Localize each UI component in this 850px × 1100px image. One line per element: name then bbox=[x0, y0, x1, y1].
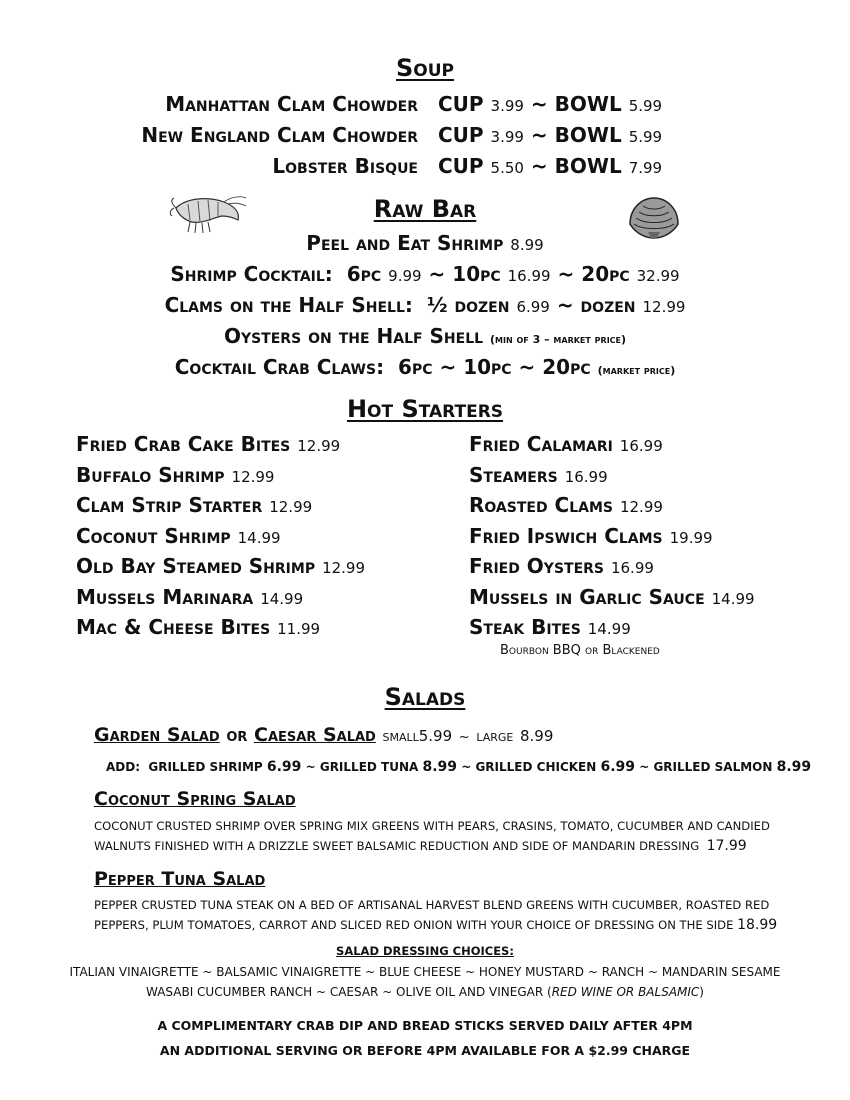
item-price: 6.99 bbox=[516, 298, 550, 316]
item-price: 5.99 bbox=[418, 727, 453, 745]
item-name: Clams on the Half Shell: bbox=[164, 293, 413, 317]
menu-item bbox=[76, 524, 281, 548]
item-price: 8.99 bbox=[510, 236, 544, 254]
cup-label: CUP bbox=[438, 154, 484, 178]
menu-item bbox=[0, 231, 850, 255]
size-label: 20pc bbox=[542, 355, 591, 379]
item-name: Mac & Cheese Bites bbox=[76, 615, 271, 639]
menu-item bbox=[0, 262, 850, 286]
size-label: LARGE bbox=[476, 731, 514, 744]
coconut-spring-salad-title: Coconut Spring Salad bbox=[94, 788, 296, 810]
item-name: Steak Bites bbox=[469, 615, 581, 639]
separator: ~ bbox=[439, 355, 457, 379]
menu-item bbox=[469, 615, 631, 639]
menu-item bbox=[0, 92, 850, 122]
menu-item bbox=[76, 554, 365, 578]
size-label: SMALL bbox=[382, 731, 419, 744]
addon-price: 8.99 bbox=[422, 759, 458, 775]
bowl-price: 5.99 bbox=[628, 128, 663, 146]
price-note: (market price) bbox=[597, 364, 676, 377]
item-name: Caesar Salad bbox=[254, 724, 376, 746]
item-price: 14.99 bbox=[587, 620, 631, 638]
footer-line-2: AN ADDITIONAL SERVING OR BEFORE 4PM AVAILABLE FOR A $2.99 CHARGE bbox=[159, 1043, 691, 1058]
item-name: Mussels Marinara bbox=[76, 585, 254, 609]
item-name: Shrimp Cocktail: bbox=[170, 262, 333, 286]
separator: ~ bbox=[556, 293, 574, 317]
item-name: Steamers bbox=[469, 463, 558, 487]
item-name: Clam Strip Starter bbox=[76, 493, 263, 517]
item-price: 16.99 bbox=[564, 468, 608, 486]
dressing-heading: SALAD DRESSING CHOICES: bbox=[336, 944, 514, 958]
separator: ~ bbox=[458, 730, 470, 745]
bowl-label: BOWL bbox=[554, 154, 622, 178]
item-price: 12.99 bbox=[322, 559, 366, 577]
menu-item bbox=[469, 493, 663, 517]
addon-price: 6.99 bbox=[600, 759, 636, 775]
size-label: 20pc bbox=[581, 262, 630, 286]
separator: ~ bbox=[428, 262, 446, 286]
item-description: PEPPER CRUSTED TUNA STEAK ON A BED OF ARTISANAL HARVEST BLEND GREENS WITH CUCUMBER, ROASTED RED PEPPERS, PLUM TOMATOES, CARROT AND SLICED RED ONION WITH YOUR CHOICE OF DRESSING ON THE SIDE bbox=[94, 898, 770, 932]
cup-price: 5.50 bbox=[490, 159, 524, 177]
soup-heading: Soup bbox=[395, 54, 454, 82]
footer-line-1: A COMPLIMENTARY CRAB DIP AND BREAD STICKS SERVED DAILY AFTER 4PM bbox=[157, 1018, 693, 1033]
item-price bbox=[438, 92, 662, 116]
item-price: 12.99 bbox=[269, 498, 313, 516]
item-description: COCONUT CRUSTED SHRIMP OVER SPRING MIX GREENS WITH PEARS, CRASINS, TOMATO, CUCUMBER AND CANDIED WALNUTS FINISHED WITH A DRIZZLE SWEET BALSAMIC REDUCTION AND SIDE OF MANDARIN DRESSING bbox=[94, 819, 770, 853]
item-price bbox=[438, 123, 662, 147]
menu-item bbox=[0, 324, 850, 348]
dressing-line-2 bbox=[0, 985, 850, 999]
addon-name: ~ GRILLED SALMON bbox=[639, 760, 773, 774]
item-price: 12.99 bbox=[231, 468, 275, 486]
menu-item bbox=[76, 493, 312, 517]
item-price: 32.99 bbox=[636, 267, 680, 285]
pepper-tuna-salad-title: Pepper Tuna Salad bbox=[94, 868, 266, 890]
size-label: dozen bbox=[580, 293, 636, 317]
item-name: Lobster Bisque bbox=[272, 154, 418, 178]
item-name: Oysters on the Half Shell bbox=[223, 324, 484, 348]
menu-item bbox=[76, 432, 340, 456]
item-price: 19.99 bbox=[669, 529, 713, 547]
item-name: Fried Calamari bbox=[469, 432, 613, 456]
item-name: Manhattan Clam Chowder bbox=[165, 92, 418, 116]
add-protein-line bbox=[106, 759, 811, 775]
addon-price: 8.99 bbox=[776, 759, 812, 775]
menu-item bbox=[469, 463, 608, 487]
size-label: 10pc bbox=[452, 262, 501, 286]
garden-caesar-salad bbox=[94, 724, 553, 746]
item-price: 11.99 bbox=[277, 620, 321, 638]
dressing-line-1: ITALIAN VINAIGRETTE ~ BALSAMIC VINAIGRETTE ~ BLUE CHEESE ~ HONEY MUSTARD ~ RANCH ~ MANDARIN SESAME bbox=[69, 965, 781, 979]
item-price: 16.99 bbox=[507, 267, 551, 285]
item-price: 14.99 bbox=[711, 590, 755, 608]
item-price: 12.99 bbox=[619, 498, 663, 516]
bowl-price: 7.99 bbox=[628, 159, 663, 177]
item-price: 17.99 bbox=[706, 838, 747, 854]
separator: ~ bbox=[557, 262, 575, 286]
item-name: Fried Ipswich Clams bbox=[469, 524, 663, 548]
pepper-tuna-salad-description bbox=[94, 895, 794, 935]
item-name: Buffalo Shrimp bbox=[76, 463, 225, 487]
addon-price: 6.99 bbox=[266, 759, 302, 775]
cup-price: 3.99 bbox=[490, 128, 524, 146]
item-name: Fried Crab Cake Bites bbox=[76, 432, 291, 456]
size-label: 6pc bbox=[346, 262, 382, 286]
menu-item bbox=[469, 585, 755, 609]
item-price: 9.99 bbox=[388, 267, 422, 285]
size-label: 10pc bbox=[463, 355, 512, 379]
item-price bbox=[438, 154, 662, 178]
cup-label: CUP bbox=[438, 123, 484, 147]
menu-item bbox=[469, 554, 654, 578]
coconut-spring-salad-description bbox=[94, 816, 794, 856]
menu-item bbox=[76, 585, 303, 609]
bowl-price: 5.99 bbox=[628, 97, 663, 115]
hot-starters-heading: Hot Starters bbox=[346, 395, 504, 423]
bowl-label: BOWL bbox=[554, 92, 622, 116]
menu-item bbox=[76, 463, 274, 487]
item-price: 18.99 bbox=[737, 917, 778, 933]
bowl-label: BOWL bbox=[554, 123, 622, 147]
steak-bites-note: Bourbon BBQ or Blackened bbox=[500, 643, 660, 658]
item-name: Mussels in Garlic Sauce bbox=[469, 585, 705, 609]
item-name: Cocktail Crab Claws: bbox=[174, 355, 385, 379]
salads-heading: Salads bbox=[384, 683, 466, 711]
item-name: Peel and Eat Shrimp bbox=[306, 231, 504, 255]
item-price: 14.99 bbox=[237, 529, 281, 547]
item-name: Fried Oysters bbox=[469, 554, 604, 578]
item-price: 16.99 bbox=[619, 437, 663, 455]
add-label: ADD: bbox=[106, 760, 141, 774]
separator: ~ bbox=[530, 123, 548, 147]
size-label: 6pc bbox=[398, 355, 433, 379]
item-price: 12.99 bbox=[297, 437, 341, 455]
item-price: 16.99 bbox=[610, 559, 654, 577]
menu-item bbox=[469, 432, 663, 456]
item-name: Garden Salad bbox=[94, 724, 220, 746]
separator: ~ bbox=[518, 355, 536, 379]
item-name: Coconut Shrimp bbox=[76, 524, 231, 548]
menu-item bbox=[469, 524, 713, 548]
menu-item bbox=[76, 615, 320, 639]
cup-label: CUP bbox=[438, 92, 484, 116]
raw-bar-heading: Raw Bar bbox=[373, 195, 477, 223]
dressing-text: WASABI CUCUMBER RANCH ~ CAESAR ~ OLIVE OIL AND VINEGAR ( bbox=[146, 985, 552, 999]
item-name: Old Bay Steamed Shrimp bbox=[76, 554, 316, 578]
menu-item bbox=[0, 123, 850, 153]
item-price: 8.99 bbox=[519, 727, 554, 745]
menu-item bbox=[0, 154, 850, 184]
separator: ~ bbox=[530, 92, 548, 116]
dressing-text: ) bbox=[699, 985, 704, 999]
size-label: ½ dozen bbox=[426, 293, 510, 317]
or-label: or bbox=[226, 724, 248, 746]
addon-name: ~ GRILLED CHICKEN bbox=[461, 760, 597, 774]
addon-name: ~ GRILLED TUNA bbox=[305, 760, 419, 774]
menu-item bbox=[0, 293, 850, 317]
dressing-italic-text: RED WINE OR BALSAMIC bbox=[551, 985, 700, 999]
cup-price: 3.99 bbox=[490, 97, 524, 115]
separator: ~ bbox=[530, 154, 548, 178]
item-name: Roasted Clams bbox=[469, 493, 613, 517]
item-price: 12.99 bbox=[642, 298, 686, 316]
item-name: New England Clam Chowder bbox=[141, 123, 418, 147]
addon-name: GRILLED SHRIMP bbox=[148, 760, 263, 774]
menu-item bbox=[0, 355, 850, 379]
price-note: (min of 3 – market price) bbox=[490, 333, 627, 346]
item-price: 14.99 bbox=[260, 590, 304, 608]
